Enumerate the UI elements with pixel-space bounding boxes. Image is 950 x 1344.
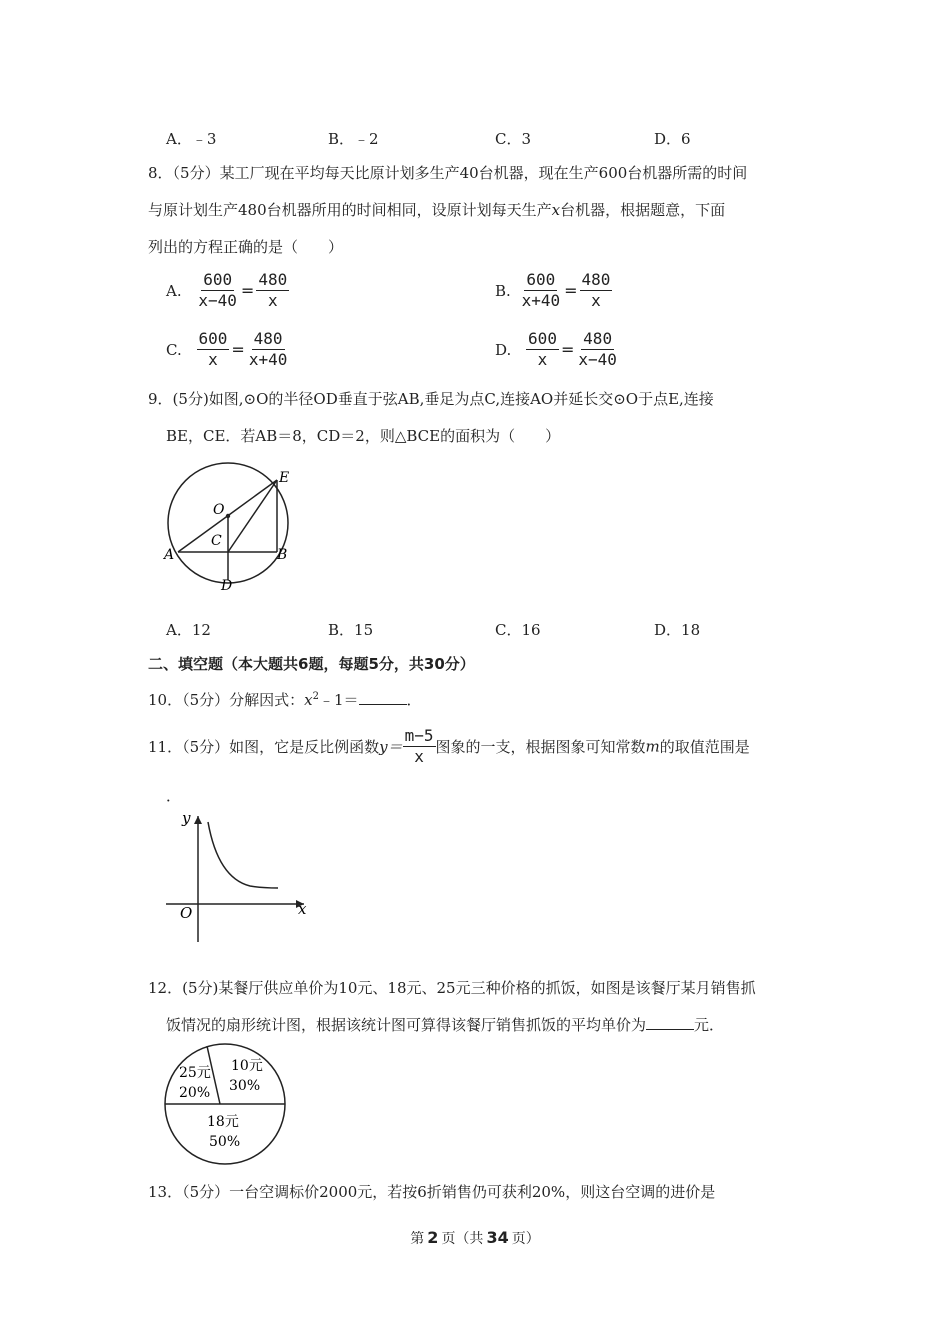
q9-circle-figure	[160, 460, 300, 595]
line-ce	[228, 480, 277, 552]
q7-option-c: C．3	[495, 130, 532, 148]
label-y: y	[182, 809, 191, 827]
slice-label-18: 18元	[207, 1114, 239, 1130]
label-a: A	[164, 547, 175, 563]
q9-stem-line1: 9．(5分)如图,⊙O的半径OD垂直于弦AB,垂足为点C,连接AO并延长交⊙O于点E,连接	[148, 390, 714, 408]
label-origin: O	[180, 904, 193, 922]
q11-stem-line1: 11．（5分）如图，它是反比例函数y＝ $\frac{m-5}{x}$ 图象的一支，根据图象可知常数m的取值范围是	[148, 726, 750, 766]
q13-stem-line1: 13．（5分）一台空调标价2000元，若按6折销售仍可获利20%，则这台空调的进价是	[148, 1183, 716, 1201]
answer-blank[interactable]	[646, 1015, 694, 1030]
label-x: x	[298, 900, 307, 918]
answer-blank[interactable]	[359, 690, 407, 705]
q8-stem-line3: 列出的方程正确的是（ ）	[148, 238, 344, 256]
label-e: E	[279, 470, 290, 486]
slice-pct-10: 30%	[229, 1078, 261, 1094]
label-c: C	[211, 533, 222, 549]
slice-pct-25: 20%	[179, 1085, 211, 1101]
q8-stem-line1: 8．（5分）某工厂现在平均每天比原计划多生产40台机器，现在生产600台机器所需的时间	[148, 164, 748, 182]
q12-stem-line1: 12．(5分)某餐厅供应单价为10元、18元、25元三种价格的抓饭，如图是该餐厅某月销售抓	[148, 979, 756, 997]
q8-option-d: D. $\frac{600}{x}$ = $\frac{480}{x-40}$	[495, 329, 617, 369]
q11-stem-line2: ．	[166, 787, 182, 805]
slice-label-25: 25元	[179, 1065, 211, 1081]
label-d: D	[221, 578, 233, 594]
q7-option-b: B．﹣2	[328, 130, 379, 148]
slice-pct-18: 50%	[209, 1134, 241, 1150]
q8-stem-line2: 与原计划生产480台机器所用的时间相同，设原计划每天生产x台机器，根据题意，下面	[148, 201, 726, 219]
q9-option-b: B．15	[328, 621, 374, 639]
label-o: O	[213, 502, 225, 518]
slice-label-10: 10元	[231, 1058, 263, 1074]
q12-stem-line2: 饭情况的扇形统计图，根据该统计图可算得该餐厅销售抓饭的平均单价为 元．	[166, 1016, 725, 1034]
q11-graph-figure	[158, 808, 313, 948]
q8-option-b: B. $\frac{600}{x+40}$ = $\frac{480}{x}$	[495, 270, 611, 310]
q9-option-d: D．18	[654, 621, 701, 639]
center-point	[226, 514, 230, 518]
q8-option-a: A. $\frac{600}{x-40}$ = $\frac{480}{x}$	[166, 270, 288, 310]
q9-stem-line2: BE，CE．若AB＝8，CD＝2，则△BCE的面积为（ ）	[166, 427, 561, 445]
q9-option-a: A．12	[166, 621, 211, 639]
page-footer: 第 2 页（共 34 页）	[410, 1228, 540, 1247]
q8-option-c: C. $\frac{600}{x}$ = $\frac{480}{x+40}$	[166, 329, 288, 369]
q7-option-d: D．6	[654, 130, 691, 148]
hyperbola-branch	[208, 822, 278, 888]
section-title: 二、填空题（本大题共6题，每题5分，共30分）	[148, 655, 475, 673]
q12-pie-chart	[160, 1040, 295, 1170]
q10-stem: 10．（5分）分解因式：$x^2﹣1=$ ．	[148, 691, 422, 709]
y-axis-arrow	[194, 816, 202, 824]
q9-option-c: C．16	[495, 621, 541, 639]
q7-option-a: A．﹣3	[166, 130, 217, 148]
label-b: B	[277, 547, 288, 563]
